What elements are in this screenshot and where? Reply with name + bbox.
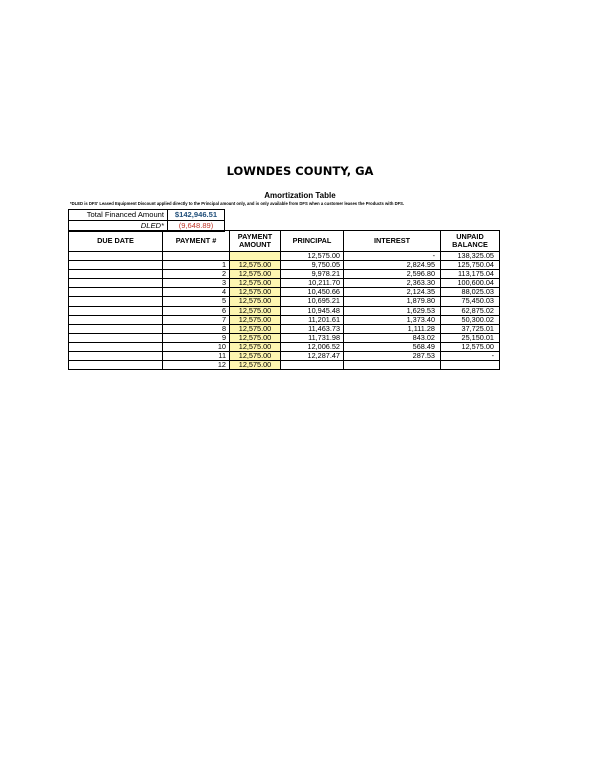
table-row [69,306,500,315]
header-payment-number: PAYMENT # [163,231,230,252]
balance-cell: 75,450.03 [441,297,500,306]
table-row [69,352,500,361]
header-payment-amount-line1: PAYMENT [237,231,273,241]
payment-amount-cell: 12,575.00 [230,333,281,342]
due-date-cell [69,252,163,261]
payment-number-cell: 10 [163,342,230,351]
balance-cell [441,361,500,370]
principal-cell: 10,945.48 [281,306,344,315]
payment-amount-cell: 12,575.00 [230,270,281,279]
due-date-cell [69,279,163,288]
balance-cell: 50,300.02 [441,315,500,324]
interest-cell: 2,363.30 [344,279,441,288]
interest-cell: 843.02 [344,333,441,342]
principal-cell: 10,695.21 [281,297,344,306]
balance-cell: - [441,352,500,361]
balance-cell: 88,025.03 [441,288,500,297]
payment-number-cell [163,252,230,261]
principal-cell: 11,731.98 [281,333,344,342]
table-row [69,315,500,324]
dled-value: (9,648.89) [168,221,225,232]
table-row [69,361,500,370]
document-title: LOWNDES COUNTY, GA [226,164,374,178]
interest-cell: 568.49 [344,342,441,351]
payment-number-cell: 3 [163,279,230,288]
interest-cell: 1,629.53 [344,306,441,315]
payment-number-cell: 8 [163,324,230,333]
balance-cell: 138,325.05 [441,252,500,261]
balance-cell: 37,725.01 [441,324,500,333]
payment-amount-cell: 12,575.00 [230,361,281,370]
payment-amount-cell: 12,575.00 [230,352,281,361]
due-date-cell [69,288,163,297]
document-subtitle: Amortization Table [264,191,336,200]
payment-number-cell: 2 [163,270,230,279]
financed-amount-label: Total Financed Amount [69,210,168,221]
payment-amount-cell: 12,575.00 [230,297,281,306]
financed-amount-value: $142,946.51 [168,210,225,221]
due-date-cell [69,361,163,370]
header-balance-line2: BALANCE [452,240,488,249]
interest-cell: 287.53 [344,352,441,361]
interest-cell: 1,373.40 [344,315,441,324]
due-date-cell [69,342,163,351]
table-row [69,324,500,333]
dled-disclaimer: *DLED is DFS' Leased Equipment Discount applied directly to the Principal amount only, and is only available from DFS when a customer leases the Products with DFS. [70,201,405,206]
payment-number-cell: 5 [163,297,230,306]
principal-cell: 12,287.47 [281,352,344,361]
interest-cell: 2,596.80 [344,270,441,279]
amortization-table [68,230,500,370]
balance-cell: 25,150.01 [441,333,500,342]
due-date-cell [69,315,163,324]
due-date-cell [69,333,163,342]
payment-number-cell: 1 [163,261,230,270]
principal-cell: 11,463.73 [281,324,344,333]
payment-number-cell: 6 [163,306,230,315]
header-payment-amount [230,231,281,252]
payment-amount-cell: 12,575.00 [230,315,281,324]
financed-amount-row [69,210,225,221]
principal-cell: 10,211.70 [281,279,344,288]
due-date-cell [69,352,163,361]
payment-amount-cell: 12,575.00 [230,288,281,297]
payment-number-cell: 11 [163,352,230,361]
balance-cell: 125,750.04 [441,261,500,270]
header-balance-line1: UNPAID [456,231,484,241]
interest-cell [344,361,441,370]
payment-number-cell: 9 [163,333,230,342]
balance-cell: 62,875.02 [441,306,500,315]
interest-cell: - [344,252,441,261]
payment-amount-cell: 12,575.00 [230,261,281,270]
due-date-cell [69,306,163,315]
principal-cell: 11,201.61 [281,315,344,324]
financing-summary-table [68,209,225,232]
principal-cell: 12,006.52 [281,342,344,351]
principal-cell: 10,450.66 [281,288,344,297]
dled-label: DLED* [69,221,168,232]
payment-number-cell: 12 [163,361,230,370]
payment-amount-cell: 12,575.00 [230,342,281,351]
interest-cell: 1,879.80 [344,297,441,306]
header-due-date: DUE DATE [69,231,163,252]
balance-cell: 113,175.04 [441,270,500,279]
header-interest: INTEREST [344,231,441,252]
header-principal: PRINCIPAL [281,231,344,252]
table-row [69,297,500,306]
header-unpaid-balance [441,231,500,252]
principal-cell: 12,575.00 [281,252,344,261]
payment-amount-cell: 12,575.00 [230,324,281,333]
principal-cell: 9,750.05 [281,261,344,270]
payment-number-cell: 7 [163,315,230,324]
interest-cell: 2,824.95 [344,261,441,270]
payment-amount-cell: 12,575.00 [230,279,281,288]
payment-amount-cell: 12,575.00 [230,306,281,315]
principal-cell: 9,978.21 [281,270,344,279]
principal-cell [281,361,344,370]
due-date-cell [69,261,163,270]
interest-cell: 2,124.35 [344,288,441,297]
due-date-cell [69,270,163,279]
due-date-cell [69,324,163,333]
payment-number-cell: 4 [163,288,230,297]
interest-cell: 1,111.28 [344,324,441,333]
amortization-header-row [69,231,500,252]
balance-cell: 100,600.04 [441,279,500,288]
due-date-cell [69,297,163,306]
header-payment-amount-line2: AMOUNT [238,240,272,249]
balance-cell: 12,575.00 [441,342,500,351]
